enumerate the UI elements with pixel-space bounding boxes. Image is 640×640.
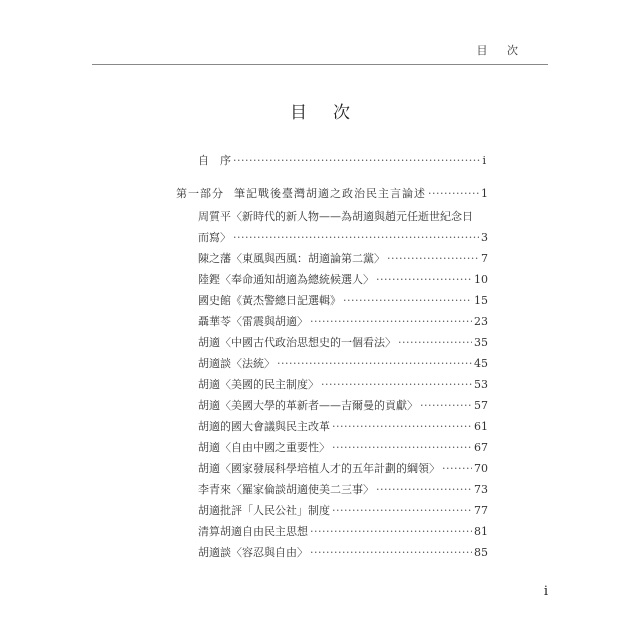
toc-entry-page: 85 bbox=[474, 546, 488, 559]
toc-entry bbox=[198, 273, 488, 287]
header-rule bbox=[92, 64, 548, 65]
dot-leader bbox=[277, 357, 472, 371]
toc-entry-page: 45 bbox=[474, 357, 488, 370]
dot-leader bbox=[321, 378, 472, 392]
toc-entry-page: 35 bbox=[474, 336, 488, 349]
dot-leader bbox=[233, 231, 479, 245]
toc-part-one bbox=[176, 187, 488, 201]
toc-entry-label: 清算胡適自由民主思想 bbox=[198, 525, 308, 538]
toc-entry-label: 聶華苓〈雷震與胡適〉 bbox=[198, 315, 308, 328]
toc-entry-page: 70 bbox=[474, 462, 488, 475]
running-head: 目 次 bbox=[476, 44, 526, 57]
toc-entry-label: 陳之藩〈東風與西風：胡適論第二黨〉 bbox=[198, 252, 385, 265]
toc-entry-label: 李青來〈羅家倫談胡適使美二三事〉 bbox=[198, 483, 374, 496]
toc-entry-page: 10 bbox=[474, 273, 488, 286]
dot-leader bbox=[442, 462, 472, 476]
toc-entry-line1: 周質平〈新時代的新人物——為胡適與趙元任逝世紀念日 bbox=[198, 210, 473, 223]
toc-entry-page: 3 bbox=[481, 231, 488, 244]
toc-entry-label: 陸鏗〈奉命通知胡適為總統候選人〉 bbox=[198, 273, 374, 286]
toc-entry bbox=[198, 420, 488, 434]
dot-leader bbox=[310, 546, 472, 560]
toc-entry bbox=[198, 462, 488, 476]
toc-entry-page: 81 bbox=[474, 525, 488, 538]
toc-entry bbox=[198, 252, 488, 266]
dot-leader bbox=[387, 252, 479, 266]
toc-entry-label: 胡適〈中國古代政治思想史的一個看法〉 bbox=[198, 336, 396, 349]
toc-entry bbox=[198, 231, 488, 245]
toc-entry-page: 23 bbox=[474, 315, 488, 328]
toc-entry-page: 67 bbox=[474, 441, 488, 454]
dot-leader bbox=[332, 420, 472, 434]
toc-preface bbox=[198, 154, 486, 168]
toc-entry bbox=[198, 315, 488, 329]
dot-leader bbox=[233, 154, 480, 168]
toc-entry bbox=[198, 399, 488, 413]
toc-entry bbox=[198, 378, 488, 392]
dot-leader bbox=[376, 483, 472, 497]
toc-entry-page: 15 bbox=[474, 294, 488, 307]
page-title: 目次 bbox=[290, 103, 376, 123]
toc-entry-page: 7 bbox=[481, 252, 488, 265]
toc-entry-page: 73 bbox=[474, 483, 488, 496]
page-number: i bbox=[543, 584, 548, 599]
toc-entry bbox=[198, 504, 488, 518]
dot-leader bbox=[310, 525, 472, 539]
dot-leader bbox=[310, 315, 472, 329]
dot-leader bbox=[332, 504, 472, 518]
toc-entry bbox=[198, 357, 488, 371]
dot-leader bbox=[376, 273, 472, 287]
toc-entry bbox=[198, 525, 488, 539]
toc-entry-page: 61 bbox=[474, 420, 488, 433]
toc-entry-label: 胡適〈國家發展科學培植人才的五年計劃的綱領〉 bbox=[198, 462, 440, 475]
dot-leader bbox=[428, 187, 479, 201]
toc-part-title: 筆記戰後臺灣胡適之政治民主言論述 bbox=[234, 187, 426, 200]
toc-entry-label: 胡適〈自由中國之重要性〉 bbox=[198, 441, 330, 454]
dot-leader bbox=[332, 441, 472, 455]
dot-leader bbox=[398, 336, 472, 350]
toc-entry bbox=[198, 441, 488, 455]
toc-entry-page: 77 bbox=[474, 504, 488, 517]
toc-entry-page: 57 bbox=[474, 399, 488, 412]
toc-entry-label: 胡適批評「人民公社」制度 bbox=[198, 504, 330, 517]
dot-leader bbox=[420, 399, 472, 413]
toc-entry-label: 胡適〈美國大學的革新者——吉爾曼的貢獻〉 bbox=[198, 399, 418, 412]
toc-preface-label: 自 序 bbox=[198, 154, 231, 167]
toc-entry bbox=[198, 294, 488, 308]
toc-entry-label: 國史館《黃杰警總日記選輯》 bbox=[198, 294, 341, 307]
toc-entry-page: 53 bbox=[474, 378, 488, 391]
toc-entry-label: 而寫〉 bbox=[198, 231, 231, 244]
toc-part-page: 1 bbox=[481, 187, 488, 200]
toc-entry bbox=[198, 336, 488, 350]
toc-entry-label: 胡適談〈法統〉 bbox=[198, 357, 275, 370]
dot-leader bbox=[343, 294, 472, 308]
toc-entry-label: 胡適談〈容忍與自由〉 bbox=[198, 546, 308, 559]
toc-part-number: 第一部分 bbox=[176, 187, 224, 200]
toc-preface-page: i bbox=[482, 154, 486, 167]
toc-entry bbox=[198, 546, 488, 560]
toc-entry bbox=[198, 483, 488, 497]
toc-entry-label: 胡適〈美國的民主制度〉 bbox=[198, 378, 319, 391]
toc-entry-label: 胡適的國大會議與民主改革 bbox=[198, 420, 330, 433]
